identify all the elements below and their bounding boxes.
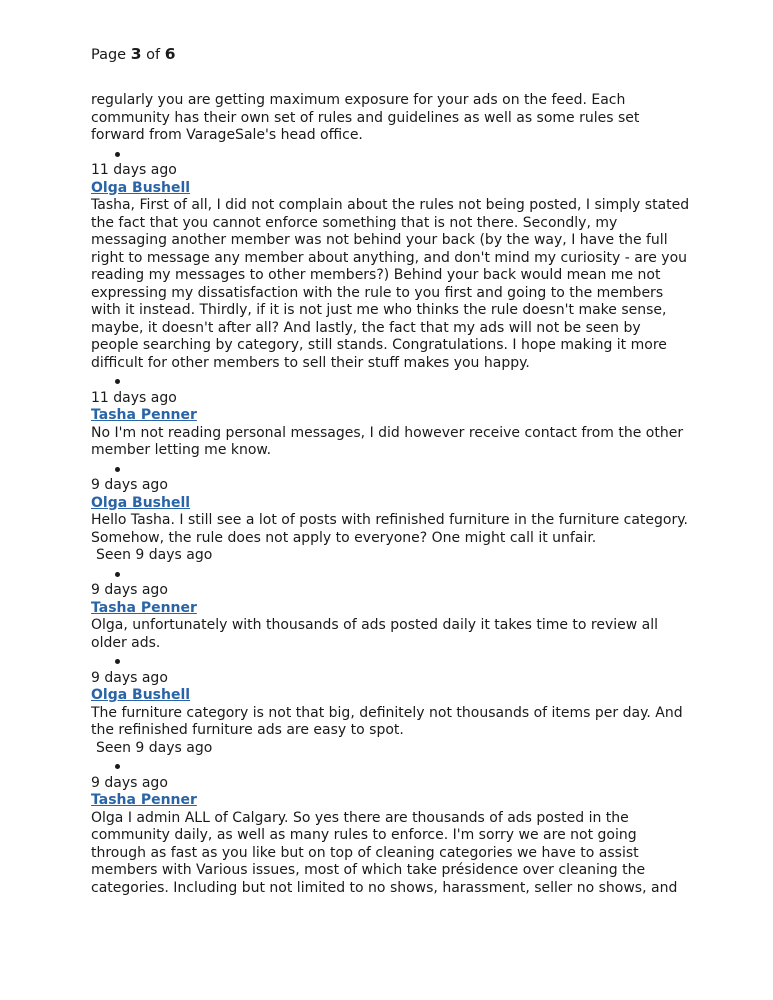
bullet-icon xyxy=(115,152,120,157)
page-label: Page xyxy=(91,47,127,63)
author-link[interactable]: Tasha Penner xyxy=(91,407,197,423)
comment xyxy=(91,565,691,653)
comment-text: Tasha, First of all, I did not complain about the rules not being posted, I simply stated the fact that you cannot enforce something that is not there. Secondly, my messaging another member was not behind your back (by the way, I have the full right to message any member about anything, and don't mind my curiosity - are you reading my messages to other members?) Behind your back would mean me not expressing my dissatisfaction with the rule to you first and going to the members with it instead. Thirdly, if it is not just me who thinks the rule doesn't make sense, maybe, it doesn't after all? And lastly, the fact that my ads will not be seen by people searching by category, still stands. Congratulations. I hope making it more difficult for other members to sell their stuff makes you happy. xyxy=(91,197,690,371)
bullet-icon xyxy=(115,572,120,577)
comment xyxy=(91,757,691,897)
comment-text: The furniture category is not that big, definitely not thousands of items per day. And the refinished furniture ads are easy to spot. xyxy=(91,704,683,738)
bullet-icon xyxy=(115,764,120,769)
list-bullet xyxy=(91,460,691,478)
page-number xyxy=(91,45,176,64)
comment-time: 11 days ago xyxy=(91,389,177,406)
comment-text: Hello Tasha. I still see a lot of posts with refinished furniture in the furniture category. Somehow, the rule does not apply to everyone? One might call it unfair. xyxy=(91,512,688,546)
comment-text: Olga I admin ALL of Calgary. So yes there are thousands of ads posted in the community daily, as well as many rules to enforce. I'm sorry we are not going through as fast as you like but on top of cleaning categories we have to assist members with Various issues, most of which take présidence over cleaning the categories. Including but not limited to no shows, harassment, seller no shows, and xyxy=(91,809,678,896)
list-bullet xyxy=(91,372,691,390)
bullet-icon xyxy=(115,379,120,384)
comment-thread xyxy=(91,92,691,897)
comment xyxy=(91,145,691,373)
comment-time: 9 days ago xyxy=(91,582,168,598)
total-pages: 6 xyxy=(164,45,176,63)
author-link[interactable]: Olga Bushell xyxy=(91,687,191,703)
author-link[interactable]: Tasha Penner xyxy=(91,792,197,808)
author-link[interactable]: Olga Bushell xyxy=(91,179,191,196)
intro-text: regularly you are getting maximum exposure for your ads on the feed. Each community has their own set of rules and guidelines as well as some rules set forward from VarageSale's head office. xyxy=(91,92,640,143)
list-bullet xyxy=(91,145,691,163)
comment-time: 9 days ago xyxy=(91,477,168,493)
current-page: 3 xyxy=(130,45,142,63)
seen-status: Seen 9 days ago xyxy=(96,739,213,756)
comment xyxy=(91,460,691,565)
of-label: of xyxy=(146,47,161,63)
seen-status: Seen 9 days ago xyxy=(96,547,213,563)
comment xyxy=(91,372,691,460)
bullet-icon xyxy=(115,467,120,472)
list-bullet xyxy=(91,757,691,775)
comment-time: 9 days ago xyxy=(91,774,168,791)
comment-text: No I'm not reading personal messages, I did however receive contact from the other member letting me know. xyxy=(91,424,684,458)
author-link[interactable]: Olga Bushell xyxy=(91,494,191,511)
author-link[interactable]: Tasha Penner xyxy=(91,599,197,616)
comment-time: 11 days ago xyxy=(91,162,177,178)
comment-text: Olga, unfortunately with thousands of ads posted daily it takes time to review all older ads. xyxy=(91,617,659,651)
bullet-icon xyxy=(115,659,120,664)
comment xyxy=(91,652,691,757)
list-bullet xyxy=(91,565,691,583)
list-bullet xyxy=(91,652,691,670)
comment-time: 9 days ago xyxy=(91,669,168,686)
